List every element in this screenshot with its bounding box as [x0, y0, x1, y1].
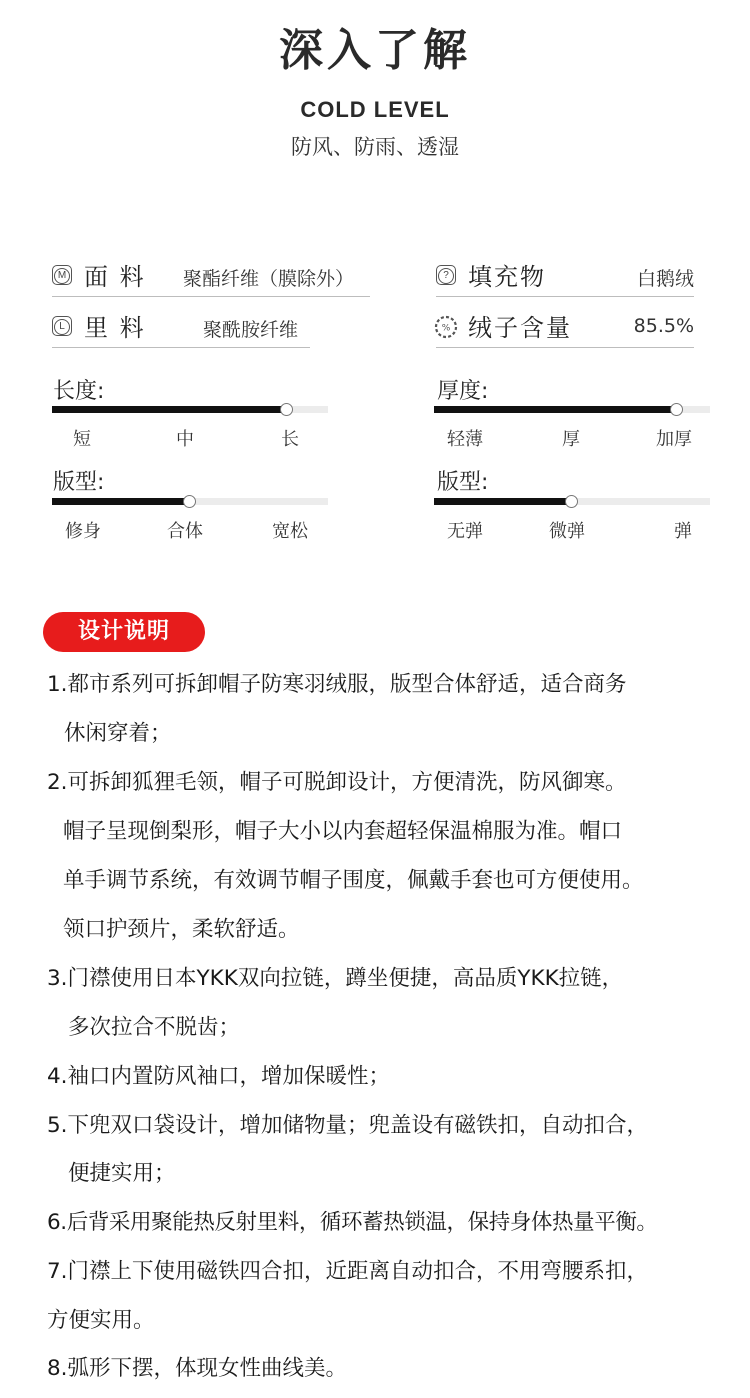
fit-slider-fill [52, 498, 190, 505]
spec-fabric [52, 256, 370, 297]
spec-lining-value: 聚酰胺纤维 [203, 319, 299, 341]
subtitle-english: COLD LEVEL [300, 97, 450, 122]
design-line: 方便实用。 [47, 1308, 155, 1333]
stretch-slider-knob [565, 495, 578, 508]
spec-fabric-value: 聚酯纤维（膜除外） [183, 268, 355, 290]
stretch-tick-none: 无弹 [447, 521, 483, 542]
stretch-slider [434, 498, 710, 505]
spec-down-content-label: 绒子含量 [468, 314, 572, 342]
design-line: 7.门襟上下使用磁铁四合扣，近距离自动扣合，不用弯腰系扣， [47, 1259, 649, 1284]
length-slider [52, 406, 328, 413]
length-tick-long: 长 [281, 429, 299, 450]
fit-slider [52, 498, 328, 505]
spec-down-content-value: 85.5% [633, 315, 694, 337]
spec-fabric-label: 面 料 [84, 263, 146, 291]
stretch-tick-slight: 微弹 [549, 521, 585, 542]
stretch-tick-stretch: 弹 [674, 521, 692, 542]
design-heading-badge: 设计说明 [43, 612, 205, 652]
spec-filling-value: 白鹅绒 [636, 268, 694, 290]
design-line: 6.后背采用聚能热反射里料，循环蓄热锁温，保持身体热量平衡。 [47, 1210, 658, 1235]
l-circle-icon: L [52, 316, 72, 336]
stretch-label: 版型: [437, 470, 489, 495]
design-line: 多次拉合不脱齿； [68, 1015, 241, 1040]
thickness-tick-extra-thick: 加厚 [656, 429, 692, 450]
svg-text:%: % [441, 323, 451, 334]
design-line: 休闲穿着； [64, 721, 172, 746]
percent-ring-icon [433, 314, 459, 340]
spec-lining [52, 307, 310, 348]
page-title: 深入了解 [279, 25, 471, 76]
design-line: 8.弧形下摆，体现女性曲线美。 [47, 1356, 348, 1381]
stretch-slider-fill [434, 498, 572, 505]
spec-filling-label: 填充物 [468, 263, 546, 291]
subtitle-features: 防风、防雨、透湿 [291, 135, 459, 159]
m-circle-icon: M [52, 265, 72, 285]
length-tick-medium: 中 [176, 429, 194, 450]
length-label: 长度: [53, 379, 105, 404]
thickness-slider [434, 406, 710, 413]
fit-tick-loose: 宽松 [272, 521, 308, 542]
thickness-tick-thick: 厚 [562, 429, 580, 450]
fit-slider-knob [183, 495, 196, 508]
design-line: 3.门襟使用日本YKK双向拉链，蹲坐便捷，高品质YKK拉链， [47, 966, 624, 991]
design-line: 5.下兜双口袋设计，增加储物量；兜盖设有磁铁扣，自动扣合， [47, 1113, 649, 1138]
fit-tick-slim: 修身 [65, 521, 101, 542]
length-slider-fill [52, 406, 287, 413]
fit-label: 版型: [53, 470, 105, 495]
design-line: 单手调节系统，有效调节帽子围度，佩戴手套也可方便使用。 [63, 868, 644, 893]
fit-tick-regular: 合体 [167, 521, 203, 542]
design-line: 2.可拆卸狐狸毛领，帽子可脱卸设计，方便清洗，防风御寒。 [47, 770, 627, 795]
thickness-tick-light: 轻薄 [447, 429, 483, 450]
question-circle-icon: ? [436, 265, 456, 285]
design-line: 1.都市系列可拆卸帽子防寒羽绒服，版型合体舒适，适合商务 [47, 672, 627, 697]
thickness-slider-knob [670, 403, 683, 416]
thickness-slider-fill [434, 406, 677, 413]
spec-lining-label: 里 料 [84, 314, 146, 342]
spec-filling [436, 256, 694, 297]
length-slider-knob [280, 403, 293, 416]
thickness-label: 厚度: [437, 379, 489, 404]
spec-down-content [436, 307, 694, 348]
design-line: 便捷实用； [68, 1161, 176, 1186]
design-line: 4.袖口内置防风袖口，增加保暖性； [47, 1064, 391, 1089]
design-line: 帽子呈现倒梨形，帽子大小以内套超轻保温棉服为准。帽口 [63, 819, 623, 844]
design-line: 领口护颈片，柔软舒适。 [63, 917, 300, 942]
length-tick-short: 短 [73, 429, 91, 450]
